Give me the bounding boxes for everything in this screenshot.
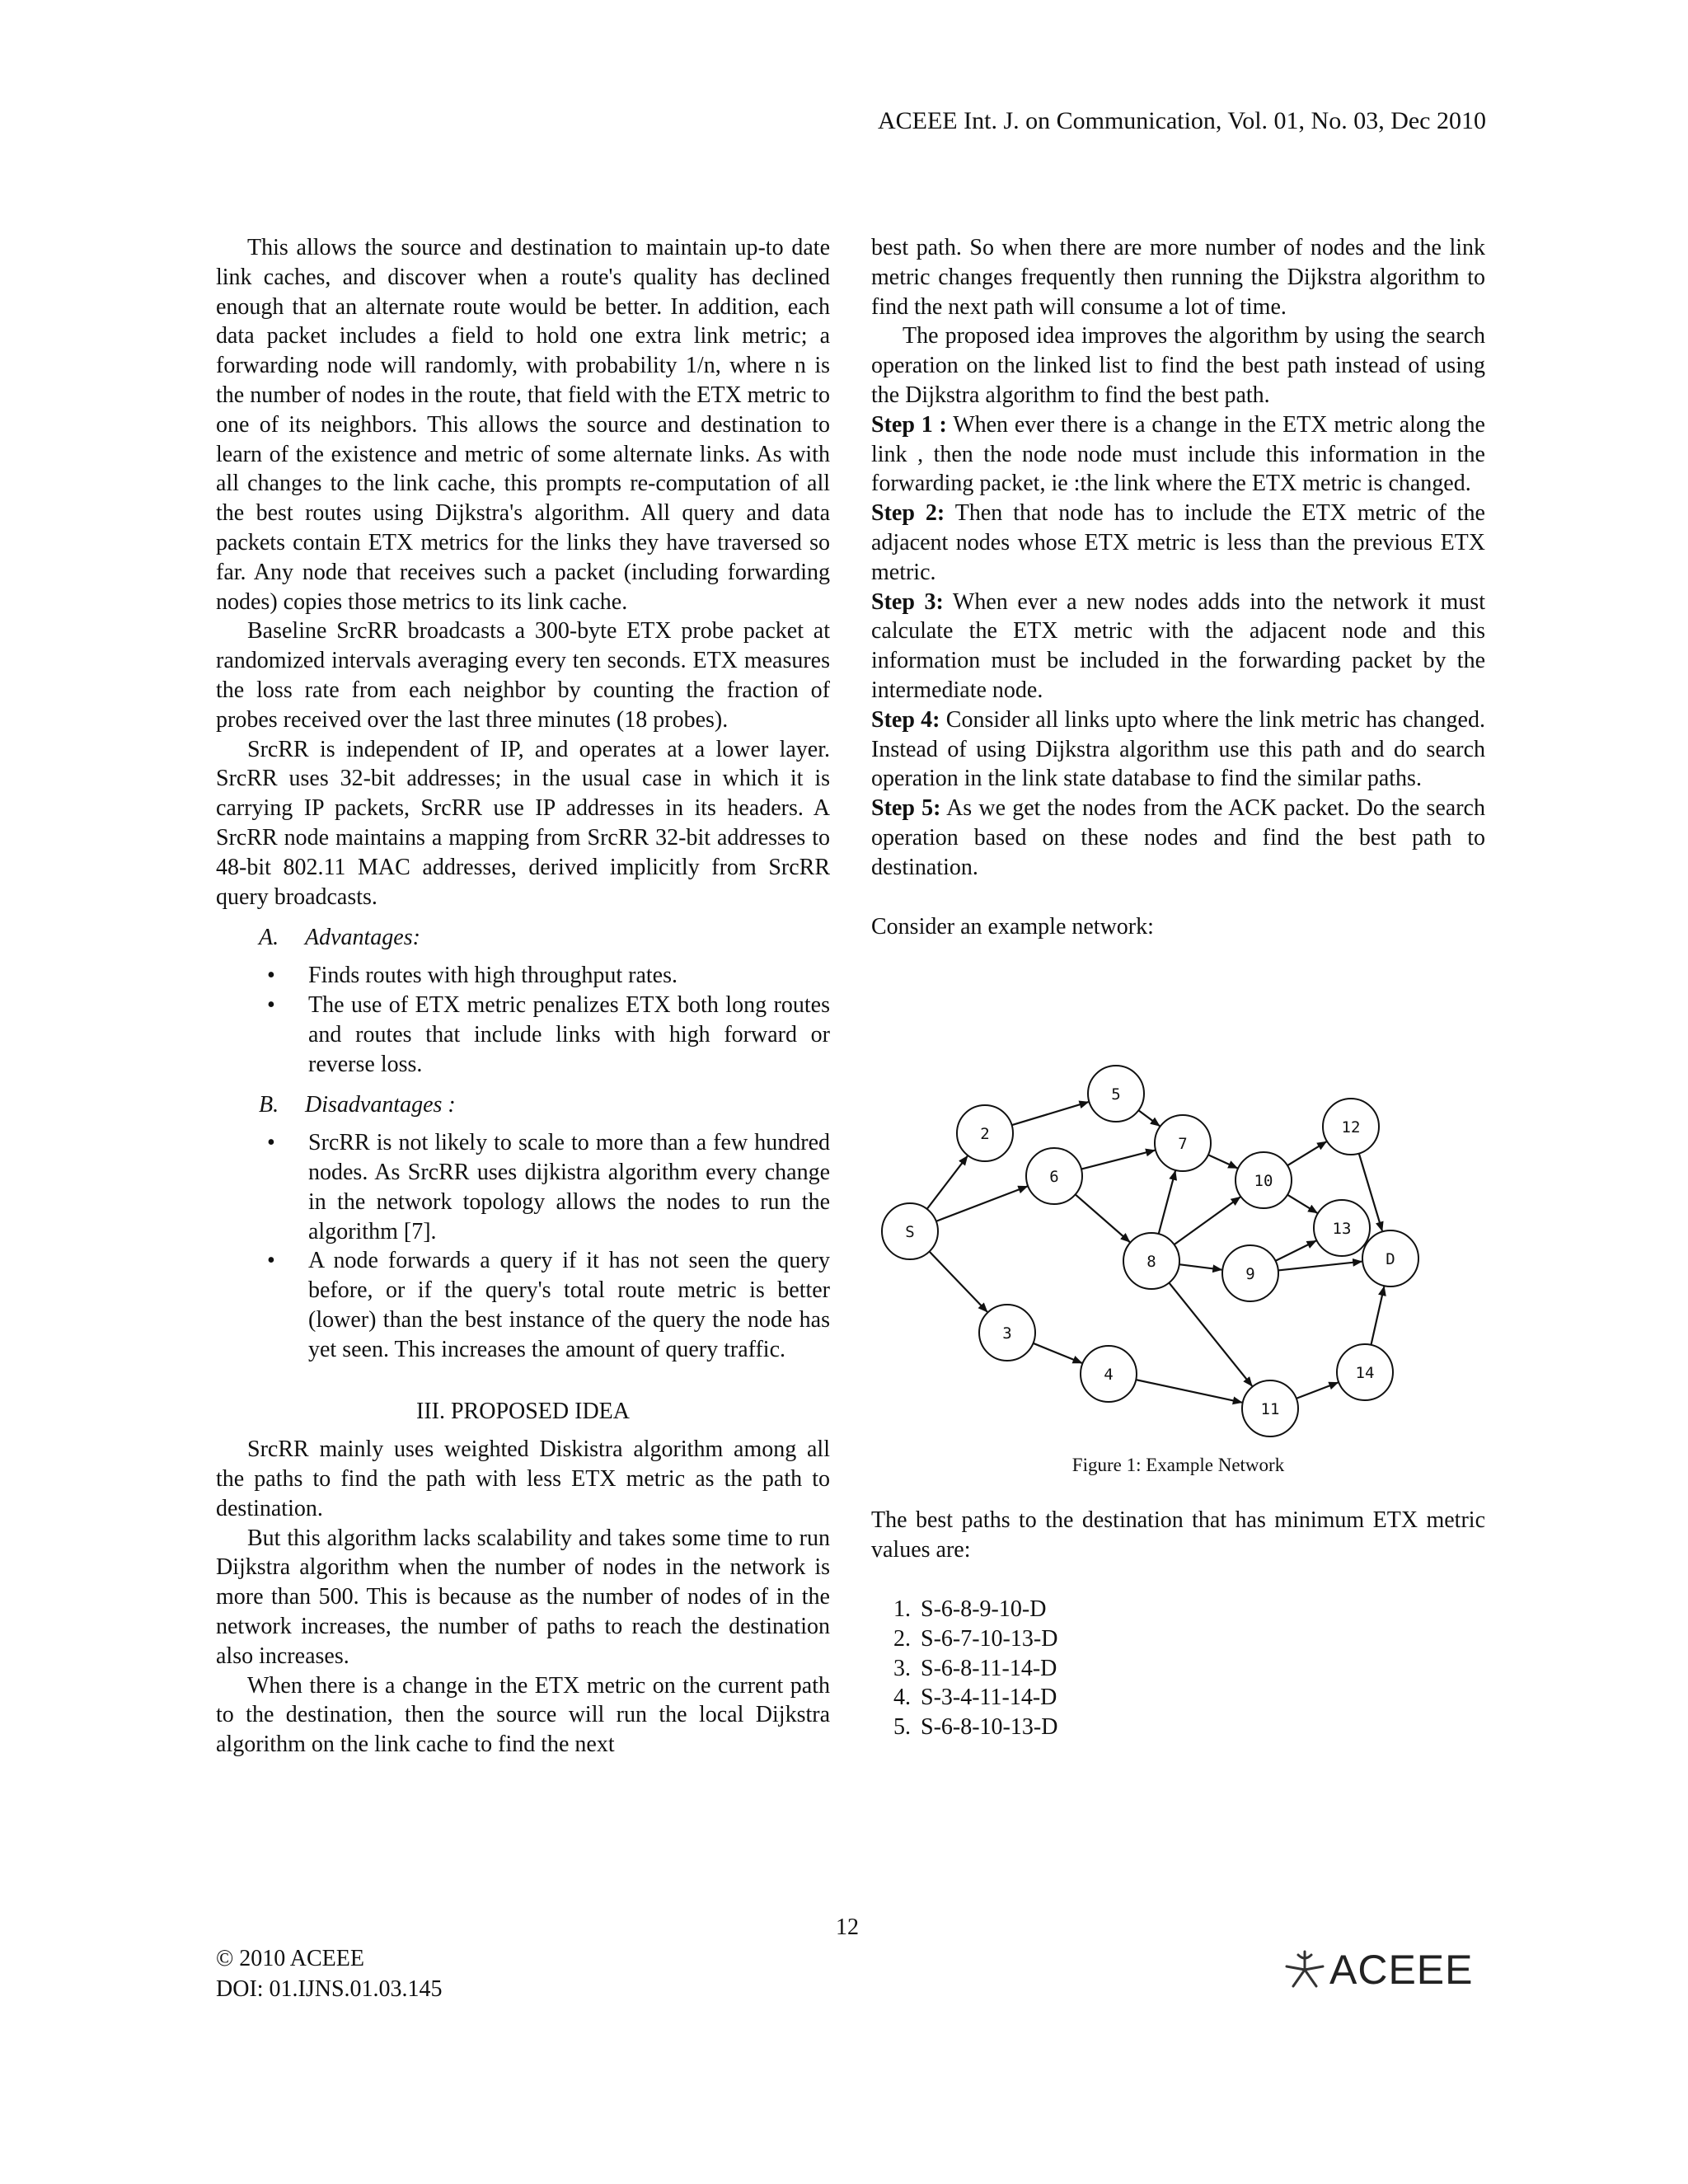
edge-4-11 xyxy=(1136,1380,1242,1403)
list-item: 5. S-6-8-10-13-D xyxy=(893,1714,1058,1741)
node-12 xyxy=(1323,1099,1379,1155)
list-item: • SrcRR is not likely to scale to more than a few hundred nodes. As SrcRR uses dijkistra algorithm every change in the network topology allows the nodes to run the algorithm [7]. xyxy=(267,1130,830,1244)
list-item: • The use of ETX metric penalizes ETX both long routes and routes that include links with high forward or reverse loss. xyxy=(267,991,830,1077)
node-8 xyxy=(1123,1233,1179,1289)
list-item: 4. S-3-4-11-14-D xyxy=(893,1685,1057,1711)
left-column xyxy=(216,233,830,1760)
paragraph: But this algorithm lacks scalability and takes some time to run Dijkstra algorithm when the number of nodes in the network is more than 500. This is because as the number of nodes of in the network increases, the number of paths to reach the destination also increases. xyxy=(216,1525,830,1669)
edge-S-2 xyxy=(927,1156,968,1209)
subsection-heading-disadvantages xyxy=(259,1090,830,1120)
edge-10-12 xyxy=(1287,1142,1326,1166)
subsection-letter: B. xyxy=(259,1092,279,1118)
subsection-heading-advantages xyxy=(259,923,830,953)
footer xyxy=(216,1943,443,2004)
node-label: 14 xyxy=(1355,1364,1375,1383)
paragraph: SrcRR is independent of IP, and operates at a lower layer. SrcRR uses 32-bit addresses; in the usual case in which it is carrying IP packets, SrcRR use IP addresses in its headers. A SrcRR node maintains a mapping from SrcRR 32-bit addresses to 48-bit 802.11 MAC addresses, derived implicitly from SrcRR query broadcasts. xyxy=(216,736,830,910)
edge-S-6 xyxy=(936,1187,1028,1221)
edge-S-3 xyxy=(930,1252,987,1312)
edge-8-10 xyxy=(1175,1197,1240,1245)
edge-6-8 xyxy=(1076,1195,1130,1243)
node-7 xyxy=(1155,1115,1211,1171)
bullet-icon: • xyxy=(267,1248,275,1274)
list-item: 1. S-6-8-9-10-D xyxy=(893,1596,1047,1622)
node-label: 2 xyxy=(980,1125,990,1144)
node-label: S xyxy=(905,1223,915,1242)
node-label: 9 xyxy=(1245,1265,1255,1284)
paragraph: best path. So when there are more number of nodes and the link metric changes frequently then running the Dijkstra algorithm to find the next path will consume a lot of time. xyxy=(871,235,1485,320)
node-3 xyxy=(979,1305,1035,1361)
edge-9-D xyxy=(1278,1262,1362,1271)
step-paragraph: Step 3: When ever a new nodes adds into the network it must calculate the ETX metric with the adjacent node and this information must be included in the forwarding packet by the intermediate node. xyxy=(871,588,1485,703)
doi: DOI: 01.IJNS.01.03.145 xyxy=(216,1976,443,2002)
list-item: • Finds routes with high throughput rates. xyxy=(216,961,830,991)
edge-8-9 xyxy=(1179,1265,1222,1270)
list-item: • A node forwards a query if it has not seen the query before, or if the query's total route metric is better (lower) than the best instance of the query the node has yet seen. This increases the amount of query traffic. xyxy=(267,1248,830,1362)
node-label: 4 xyxy=(1104,1366,1114,1385)
step-paragraph: Step 2: Then that node has to include the ETX metric of the adjacent nodes whose ETX metric is less than the previous ETX metric. xyxy=(871,500,1485,585)
edge-10-13 xyxy=(1287,1195,1317,1213)
right-column xyxy=(871,233,1485,1742)
best-paths-list xyxy=(871,1595,1485,1742)
network-figure xyxy=(871,1011,1485,1476)
edge-8-7 xyxy=(1159,1171,1175,1234)
node-2 xyxy=(957,1105,1013,1161)
paragraph: SrcRR mainly uses weighted Diskistra algorithm among all the paths to find the path with less ETX metric as the path to destination. xyxy=(216,1436,830,1521)
node-6 xyxy=(1026,1148,1082,1204)
paragraph: This allows the source and destination to maintain up-to date link caches, and discover when a route's quality has declined enough that an alternate route would be better. In addition, each data packet includes a field to hold one extra link metric; a forwarding node will randomly, with probability 1/n, where n is the number of nodes in the route, that field with the ETX metric to one of its neighbors. This allows the source and destination to learn of the existence and metric of some alternate links. As with all changes to the link cache, this prompts re-computation of all the best routes using Dijkstra's algorithm. All query and data packets contain ETX metrics for the links they have traversed so far. Any node that receives such a packet (including forwarding nodes) copies those metrics to its link cache. xyxy=(216,235,830,615)
bullet-icon: • xyxy=(267,991,275,1018)
edge-2-5 xyxy=(1012,1102,1089,1125)
step-paragraph: Step 4: Consider all links upto where the link metric has changed. Instead of using Dijkstra algorithm use this path and do search operation in the link state database to find the similar paths. xyxy=(871,706,1485,792)
bullet-icon: • xyxy=(267,1130,275,1156)
paragraph: Baseline SrcRR broadcasts a 300-byte ETX probe packet at randomized intervals averaging every ten seconds. ETX measures the loss rate from each neighbor by counting the fraction of probes received over the last three minutes (18 probes). xyxy=(216,618,830,733)
node-label: 12 xyxy=(1341,1118,1361,1137)
node-4 xyxy=(1081,1346,1137,1402)
subsection-title: Disadvantages : xyxy=(305,1092,456,1118)
aceee-logo xyxy=(1280,1945,1482,1994)
node-D xyxy=(1362,1230,1418,1286)
node-label: 3 xyxy=(1002,1324,1012,1343)
node-5 xyxy=(1088,1066,1144,1122)
node-label: 11 xyxy=(1260,1400,1280,1419)
spacer xyxy=(871,1476,1485,1506)
node-14 xyxy=(1337,1344,1393,1400)
list-item: 2. S-6-7-10-13-D xyxy=(893,1625,1058,1652)
spacer xyxy=(871,883,1485,912)
node-S xyxy=(882,1203,938,1259)
list-item: 3. S-6-8-11-14-D xyxy=(893,1655,1057,1681)
node-label: 6 xyxy=(1049,1168,1059,1187)
bullet-icon: • xyxy=(267,963,275,989)
node-9 xyxy=(1222,1245,1278,1301)
edge-9-13 xyxy=(1275,1241,1315,1261)
subsection-letter: A. xyxy=(259,925,279,951)
node-11 xyxy=(1242,1380,1298,1436)
edge-11-14 xyxy=(1296,1383,1339,1399)
paragraph: The proposed idea improves the algorithm by using the search operation on the linked list to find the best path instead of using the Dijkstra algorithm to find the best path. xyxy=(871,323,1485,408)
advantages-list xyxy=(216,961,830,1079)
node-label: D xyxy=(1386,1250,1395,1269)
edge-14-D xyxy=(1371,1286,1384,1345)
edge-5-7 xyxy=(1138,1111,1160,1127)
network-graph xyxy=(871,1011,1485,1448)
paragraph: The best paths to the destination that has minimum ETX metric values are: xyxy=(871,1507,1485,1563)
node-13 xyxy=(1314,1200,1370,1256)
logo-text: ACEEE xyxy=(1329,1947,1474,1993)
copyright: © 2010 ACEEE xyxy=(216,1946,364,1971)
section-title: III. PROPOSED IDEA xyxy=(416,1399,630,1425)
node-10 xyxy=(1236,1152,1292,1208)
figure-caption: Figure 1: Example Network xyxy=(1071,1455,1285,1476)
step-paragraph: Step 1 : When ever there is a change in the ETX metric along the link , then the node node must include this information in the forwarding packet, ie :the link where the ETX metric is changed. xyxy=(871,411,1485,497)
paragraph: Consider an example network: xyxy=(871,913,1154,940)
disadvantages-list xyxy=(216,1128,830,1364)
paragraph: When there is a change in the ETX metric on the current path to the destination, then the source will run the local Dijkstra algorithm on the link cache to find the next xyxy=(216,1672,830,1758)
node-label: 5 xyxy=(1111,1085,1121,1104)
subsection-title: Advantages: xyxy=(305,925,420,951)
edge-7-10 xyxy=(1208,1155,1237,1169)
node-label: 10 xyxy=(1254,1172,1273,1191)
edge-3-4 xyxy=(1033,1343,1081,1363)
node-label: 7 xyxy=(1178,1135,1188,1154)
edge-6-7 xyxy=(1081,1151,1155,1169)
network-diagram xyxy=(871,1011,1485,1448)
node-label: 13 xyxy=(1332,1220,1352,1239)
page-number: 12 xyxy=(836,1915,859,1940)
step-paragraph: Step 5: As we get the nodes from the ACK packet. Do the search operation based on these nodes and find the best path to destination. xyxy=(871,795,1485,880)
journal-header: ACEEE Int. J. on Communication, Vol. 01, No. 03, Dec 2010 xyxy=(877,107,1486,134)
star-logo-icon xyxy=(1280,1945,1329,1994)
node-label: 8 xyxy=(1146,1253,1156,1272)
